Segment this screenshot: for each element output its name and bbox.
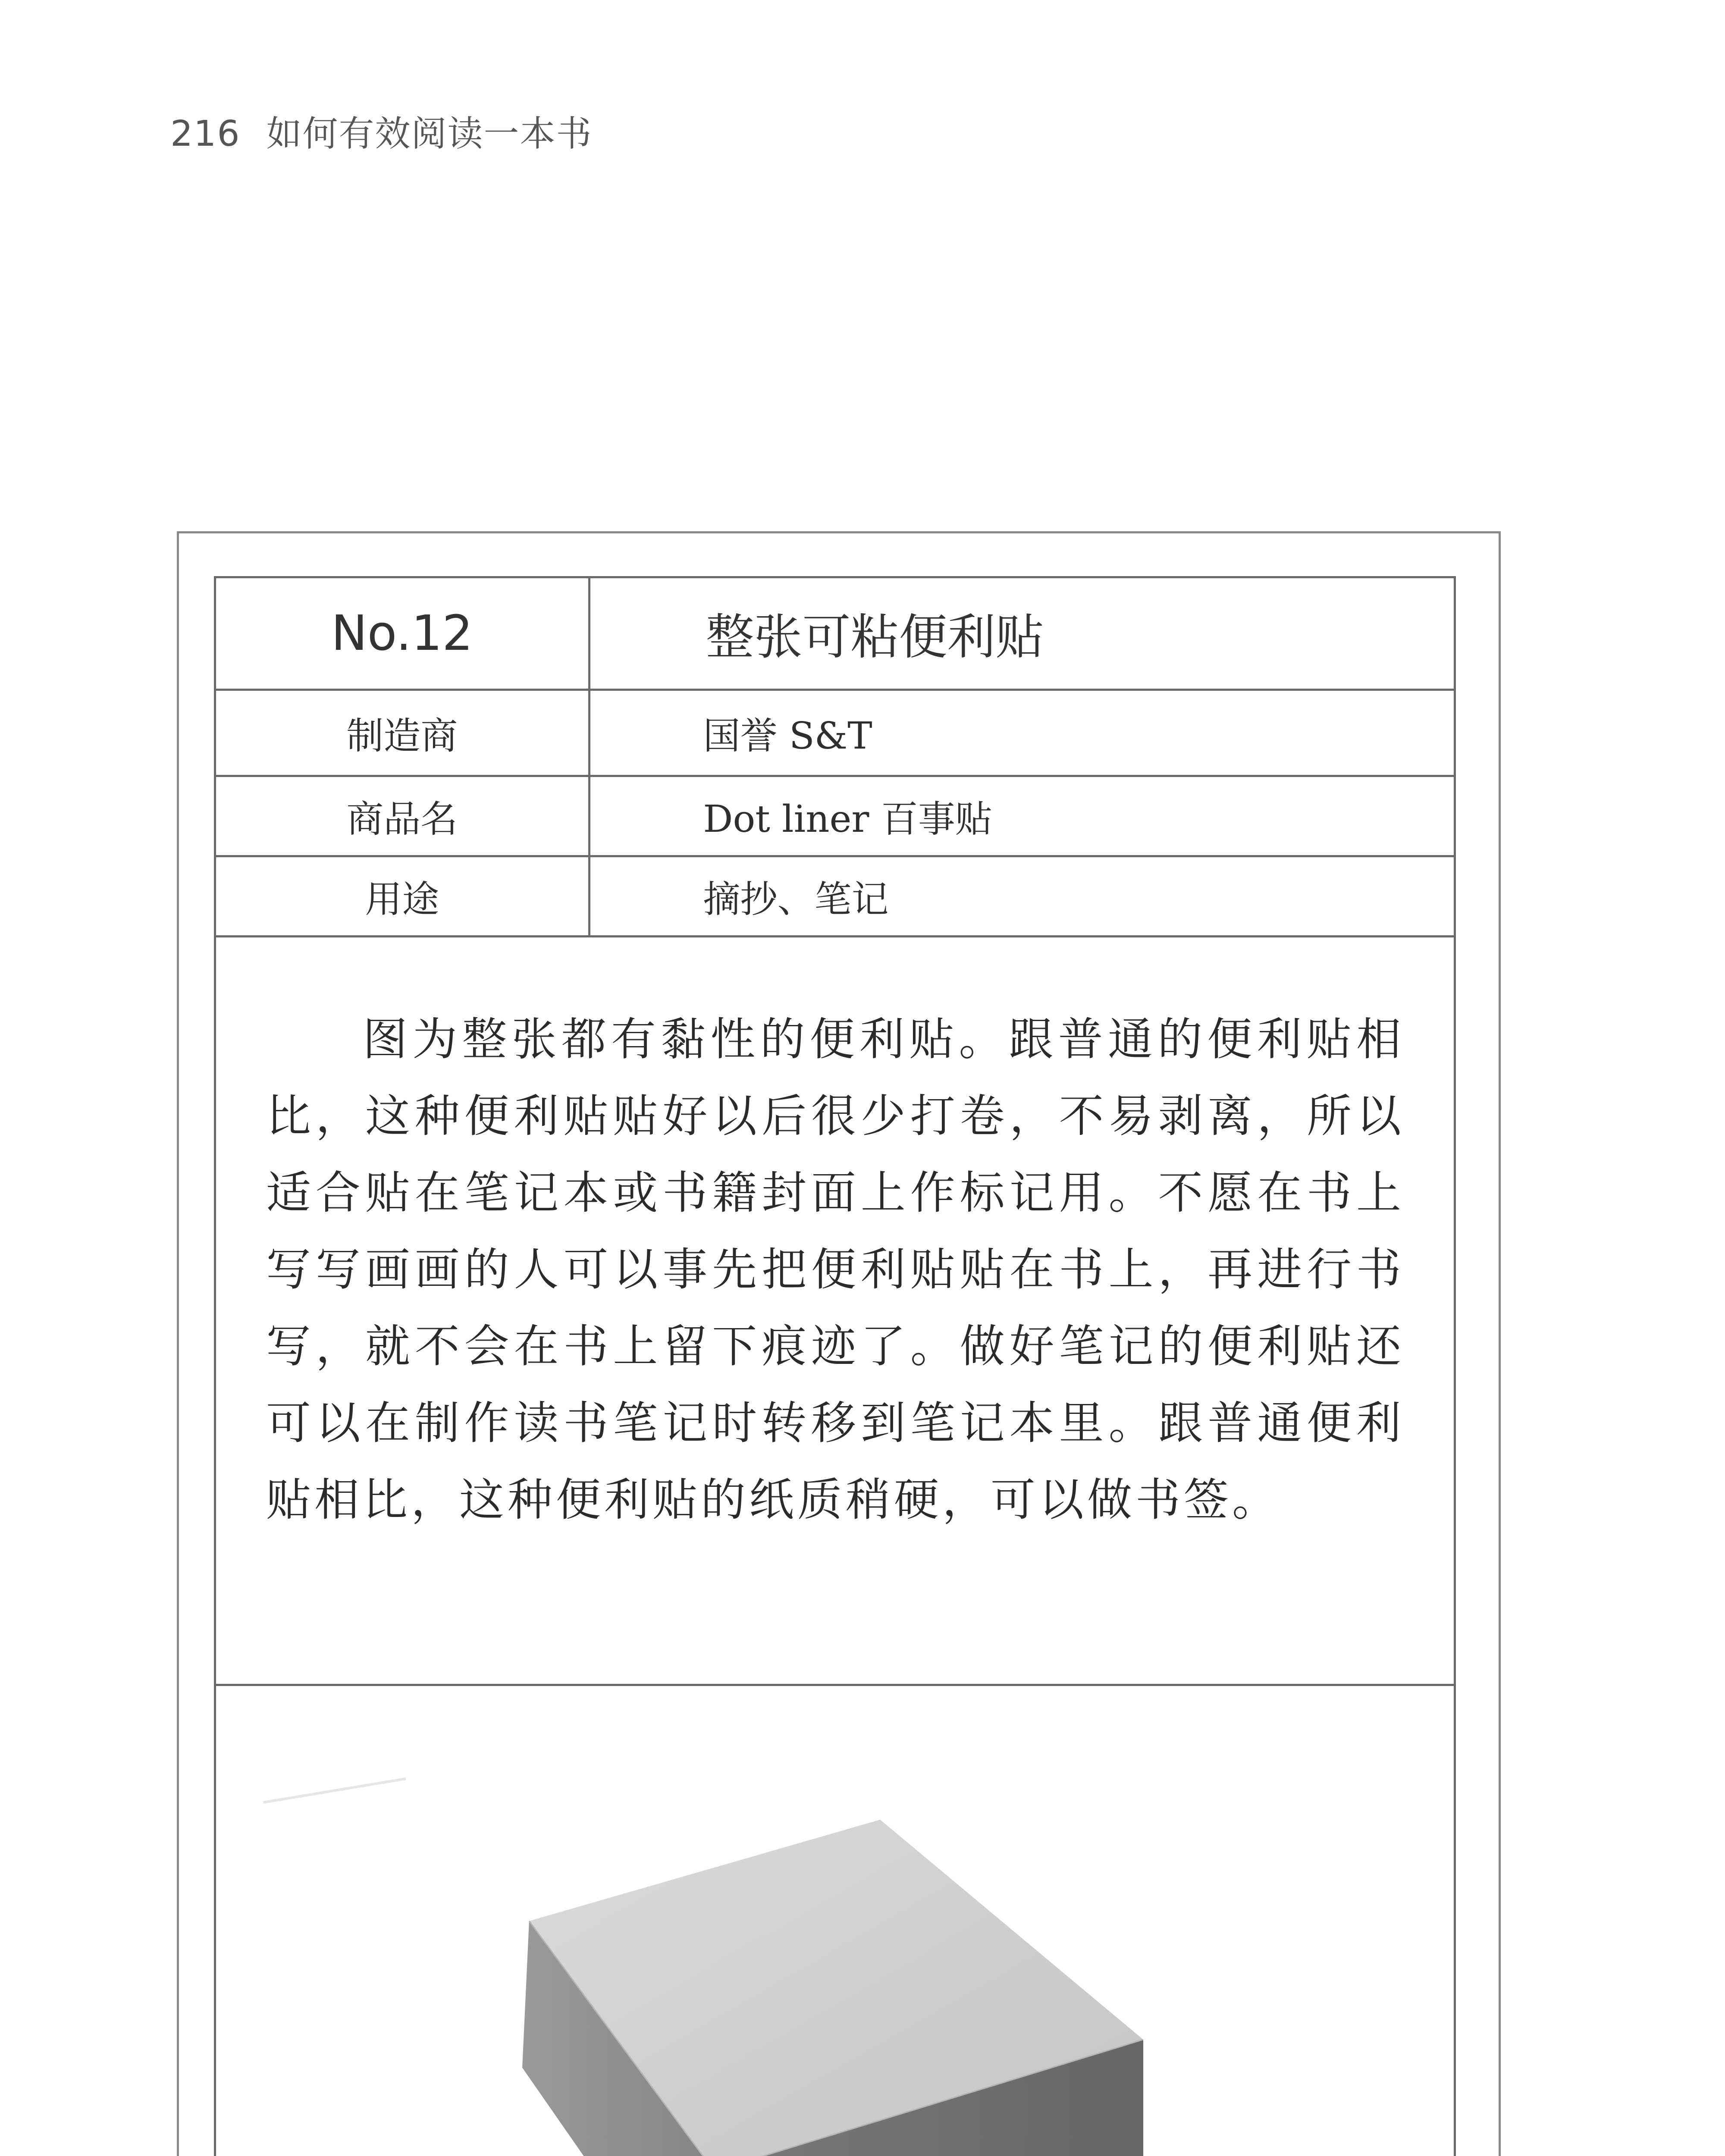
photo-reflection-line — [263, 1779, 406, 1802]
product-photo — [216, 1686, 1454, 2156]
item-number: No.12 — [216, 578, 589, 689]
sticky-note-pad-image — [216, 1686, 1454, 2156]
item-name: 整张可粘便利贴 — [589, 578, 1454, 689]
product-card — [214, 576, 1456, 2156]
spec-table — [216, 578, 1454, 937]
spec-label: 商品名 — [216, 776, 589, 856]
spec-value: Dot liner 百事贴 — [589, 776, 1454, 856]
spec-row-usage — [216, 856, 1454, 936]
book-title: 如何有效阅读一本书 — [266, 113, 593, 154]
product-description: 图为整张都有黏性的便利贴。跟普通的便利贴相比，这种便利贴贴好以后很少打卷，不易剥离，所以适合贴在笔记本或书籍封面上作标记用。不愿在书上写写画画的人可以事先把便利贴贴在书上，再进行书写，就不会在书上留下痕迹了。做好笔记的便利贴还可以在制作读书笔记时转移到笔记本里。跟普通便利贴相比，这种便利贴的纸质稍硬，可以做书签。 — [266, 1013, 1405, 1526]
spec-label: 用途 — [216, 856, 589, 936]
spec-value: 摘抄、笔记 — [589, 856, 1454, 936]
spec-row-manufacturer — [216, 689, 1454, 776]
spec-label: 制造商 — [216, 689, 589, 776]
spec-header-row — [216, 578, 1454, 689]
spec-value: 国誉 S&T — [589, 689, 1454, 776]
running-head — [170, 106, 593, 156]
page-number: 216 — [170, 113, 241, 154]
spec-row-product-name — [216, 776, 1454, 856]
